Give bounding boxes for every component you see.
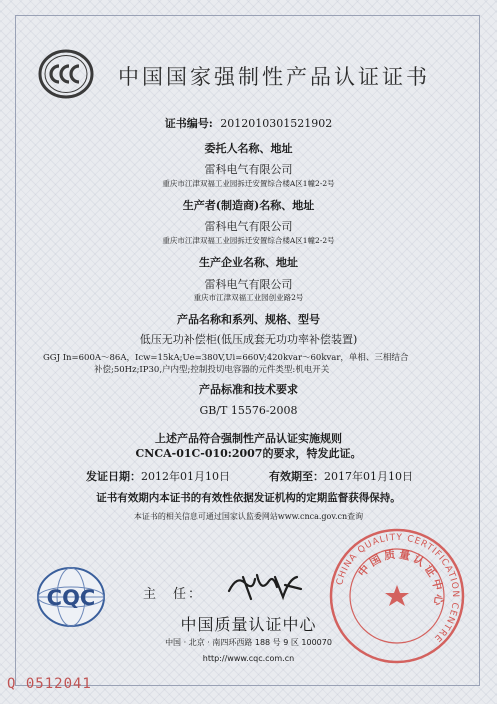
director-signature (225, 569, 305, 603)
cert-number-label: 证书编号: (164, 117, 213, 130)
ccc-mark-icon (38, 49, 94, 99)
manufacturer-name: 雷科电气有限公司 (204, 220, 293, 233)
validity-note: 证书有效期内本证书的有效性依据发证机构的定期监督获得保持。 (96, 492, 401, 504)
seal-text-cn: 中国质量认证中心 (355, 547, 446, 610)
expiry-date-label: 有效期至： (269, 470, 324, 483)
certification-seal (328, 527, 466, 665)
issue-date-row (86, 468, 230, 484)
seal-star-icon (385, 585, 409, 606)
cert-number-value: 2012010301521902 (220, 117, 333, 130)
client-address: 重庆市江津双福工业园拆迁安置综合楼A区1幢2-2号 (162, 179, 335, 188)
issue-date-label: 发证日期： (86, 470, 141, 483)
authority-name: 中国质量认证中心 (180, 615, 317, 634)
standard-label: 产品标准和技术要求 (199, 383, 298, 396)
standard-value: GB/T 15576-2008 (199, 404, 298, 417)
seal-text-en: CHINA QUALITY CERTIFICATION CENTRE (335, 532, 461, 644)
conformity-line2: CNCA-01C-010:2007的要求，特发此证。 (135, 447, 362, 460)
lookup-note: 本证书的相关信息可通过国家认监委网站www.cnca.gov.cn查询 (133, 512, 364, 521)
product-name: 低压无功补偿柜(低压成套无功功率补偿装置) (139, 333, 358, 346)
factory-address: 重庆市江津双福工业园创业路2号 (193, 293, 304, 302)
serial-number: Q 0512041 (7, 676, 92, 692)
cqc-logo-text: CQC (46, 586, 96, 610)
expiry-date-value: 2017年01月10日 (324, 470, 413, 483)
authority-address: 中国 · 北京 · 南四环西路 188 号 9 区 100070 (165, 638, 332, 647)
manufacturer-label: 生产者(制造商)名称、地址 (182, 199, 315, 212)
manufacturer-address: 重庆市江津双福工业园拆迁安置综合楼A区1幢2-2号 (162, 236, 335, 245)
factory-name: 雷科电气有限公司 (204, 278, 293, 291)
authority-website: http://www.cqc.com.cn (202, 654, 295, 663)
cert-number-row (0, 115, 497, 131)
certificate-title: 中国国家强制性产品认证证书 (118, 65, 430, 89)
issue-date-value: 2012年01月10日 (141, 470, 230, 483)
factory-label: 生产企业名称、地址 (199, 256, 298, 269)
product-spec-line2: 补偿;50Hz;IP30,户内型;控制投切电容器的元件类型:机电开关 (94, 365, 330, 375)
product-spec-line1: GGJ In=600A～86A，Icw=15kA;Ue=380V,Ui=660V;420kvar～60kvar，单相、三相结合 (43, 353, 409, 363)
client-label: 委托人名称、地址 (204, 142, 293, 155)
director-label: 主 任： (143, 587, 204, 602)
client-name: 雷科电气有限公司 (204, 163, 293, 176)
expiry-date-row (269, 468, 413, 484)
conformity-line1: 上述产品符合强制性产品认证实施规则 (155, 432, 342, 445)
product-label: 产品名称和系列、规格、型号 (177, 313, 320, 326)
